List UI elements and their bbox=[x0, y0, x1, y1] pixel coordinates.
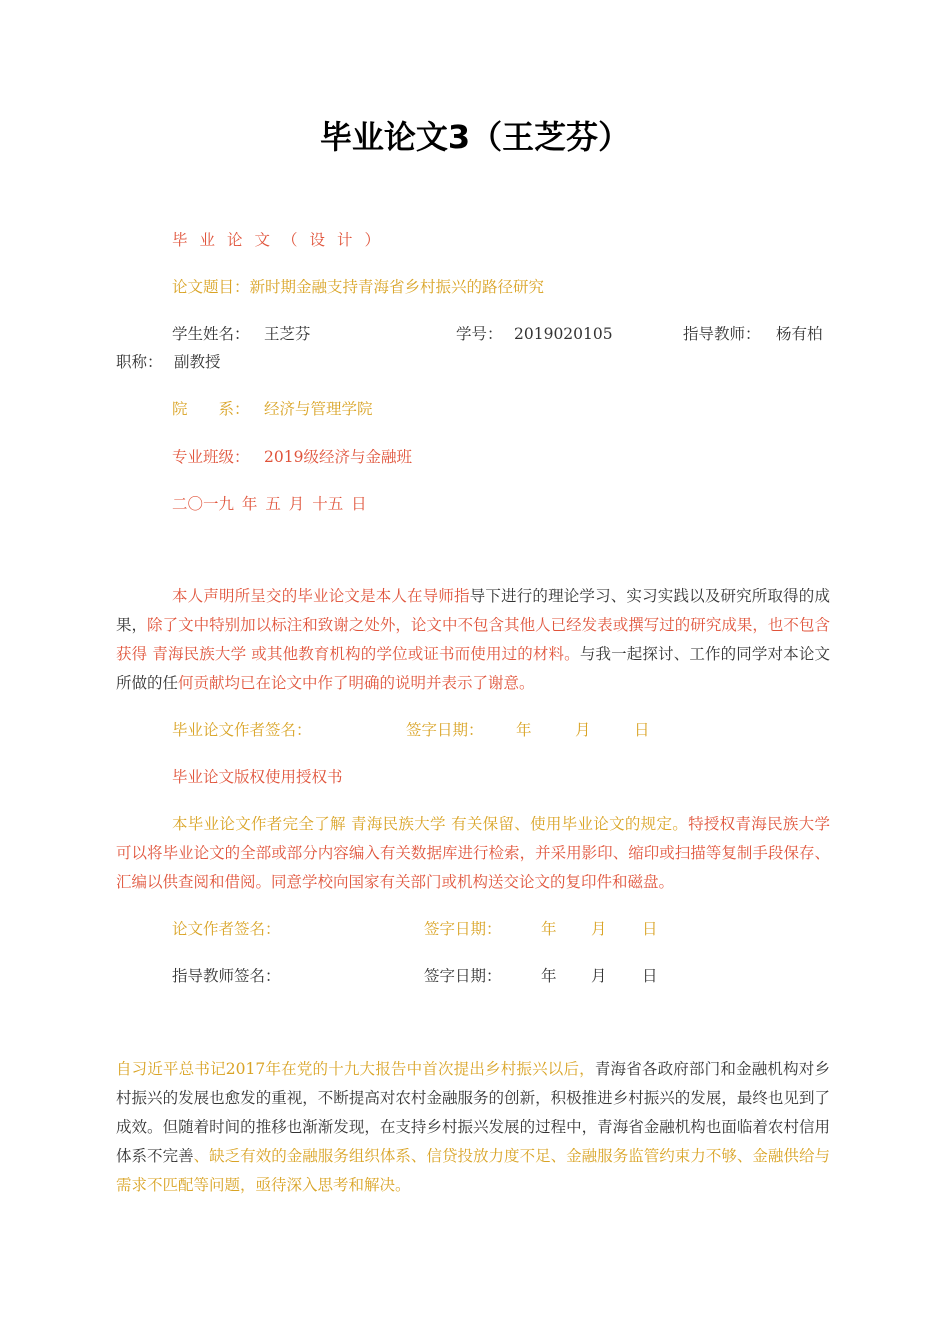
copyright-paragraph bbox=[116, 810, 830, 897]
author-sign-day: 日 bbox=[642, 920, 658, 938]
sign-day: 日 bbox=[634, 721, 650, 739]
thesis-topic: 论文题目：新时期金融支持青海省乡村振兴的路径研究 bbox=[172, 278, 545, 296]
advisor-sign-date-label: 签字日期： bbox=[424, 967, 502, 985]
class-label: 专业班级： bbox=[172, 448, 250, 466]
abstract-part-2: 青海省各政府部门和金融机构对乡村振兴的发展也愈发的重视，不断提高对农村金融服务的创新，积极推进乡村振兴的发展，最终也见到了成效。但随着时间的推移也渐渐发现，在支持乡村振兴发展的过程中，青海省金融机构也面临着农村信用体系不完善 bbox=[116, 1060, 830, 1165]
sign-month: 月 bbox=[575, 721, 591, 739]
sign-year: 年 bbox=[516, 721, 532, 739]
document-title: 毕业论文3（王芝芬） bbox=[319, 118, 631, 156]
student-id-value: 2019020105 bbox=[514, 325, 613, 343]
copyright-part-1: 本毕业论文作者完全了解 青海民族大学 有关保留、使用毕业论文的规定。 bbox=[172, 815, 689, 833]
declaration-part-4: 与我一起探讨、工作的同学对本论文所做的任 bbox=[116, 645, 830, 692]
copyright-heading: 毕业论文版权使用授权书 bbox=[172, 768, 343, 786]
copyright-part-2: 特授权青海民族大学可以将毕业论文的全部或部分内容编入有关数据库进行检索，并采用影印、缩印或扫描等复制手段保存、汇编以供查阅和借阅。同意学校向国家有关部门或机构送交论文的复印件和磁盘。 bbox=[116, 815, 830, 891]
class-value: 2019级经济与金融班 bbox=[264, 448, 412, 466]
abstract-part-1: 自习近平总书记2017年在党的十九大报告中首次提出乡村振兴以后， bbox=[116, 1060, 595, 1078]
author-sign-month: 月 bbox=[591, 920, 607, 938]
author-sign-label: 毕业论文作者签名： bbox=[172, 721, 312, 739]
student-name: 王芝芬 bbox=[264, 325, 311, 343]
advisor-sign-month: 月 bbox=[591, 967, 607, 985]
rank-value: 副教授 bbox=[174, 353, 221, 371]
advisor-name: 杨有柏 bbox=[776, 325, 823, 343]
rank-label: 职称： bbox=[116, 353, 163, 371]
declaration-part-2: 导下进行的理论学习、实习实践以及研究所取得的成果， bbox=[116, 587, 830, 634]
author-sign-date-label: 签字日期： bbox=[424, 920, 502, 938]
advisor-sign-year: 年 bbox=[541, 967, 557, 985]
sign-date-label: 签字日期： bbox=[406, 721, 484, 739]
student-label: 学生姓名： bbox=[172, 325, 250, 343]
declaration-part-5: 何贡献均已在论文中作了明确的说明并表示了谢意。 bbox=[178, 674, 535, 692]
cover-date: 二〇一九 年 五 月 十五 日 bbox=[172, 495, 367, 513]
abstract-paragraph bbox=[116, 1055, 830, 1200]
author-sign-year: 年 bbox=[541, 920, 557, 938]
declaration-part-1: 本人声明所呈交的毕业论文是本人在导师指 bbox=[172, 587, 470, 605]
student-id-label: 学号： bbox=[456, 325, 503, 343]
department-value: 经济与管理学院 bbox=[264, 400, 373, 418]
department-label: 院 系： bbox=[172, 400, 250, 418]
abstract-part-3: 、缺乏有效的金融服务组织体系、信贷投放力度不足、金融服务监管约束力不够、金融供给与需求不匹配等问题，亟待深入思考和解决。 bbox=[116, 1147, 830, 1194]
advisor-sign-day: 日 bbox=[642, 967, 658, 985]
advisor-sign-label: 指导教师签名： bbox=[172, 967, 281, 985]
declaration-part-3: 除了文中特别加以标注和致谢之处外，论文中不包含其他人已经发表或撰写过的研究成果，也不包含获得 青海民族大学 或其他教育机构的学位或证书而使用过的材料。 bbox=[116, 616, 830, 663]
advisor-label: 指导教师： bbox=[683, 325, 761, 343]
cover-heading: 毕业论文（设计） bbox=[172, 231, 393, 249]
declaration-paragraph bbox=[116, 582, 830, 698]
thesis-author-sign-label: 论文作者签名： bbox=[172, 920, 281, 938]
